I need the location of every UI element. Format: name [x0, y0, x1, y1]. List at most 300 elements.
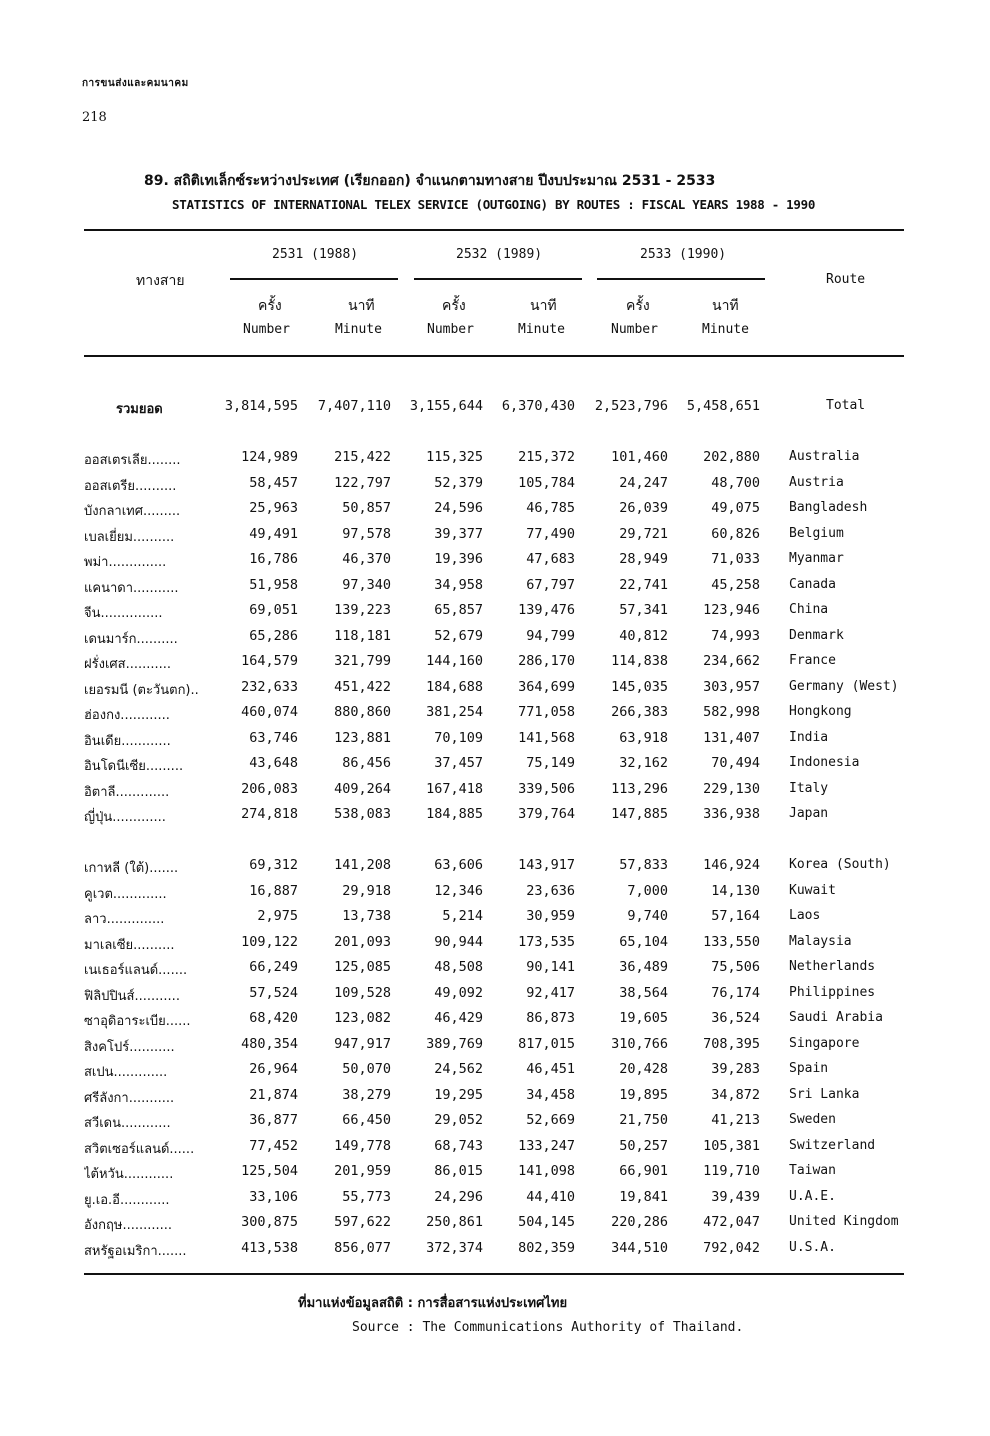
number-value: 372,374 [426, 1239, 483, 1256]
route-name-english: Hongkong [789, 704, 852, 719]
minute-value: 76,174 [711, 984, 760, 1001]
table-row [0, 1189, 990, 1213]
minute-value: 122,797 [334, 474, 391, 491]
number-value: 26,964 [249, 1061, 298, 1077]
route-name-thai: เกาหลี (ใต้)....... [84, 861, 179, 876]
table-row [0, 551, 990, 575]
minute-value: 947,917 [334, 1035, 391, 1052]
minute-header-thai-3: นาที [712, 298, 739, 314]
number-value: 344,510 [611, 1239, 668, 1256]
route-name-english: Saudi Arabia [789, 1010, 883, 1025]
number-value: 480,354 [241, 1035, 298, 1052]
minute-value: 708,395 [703, 1035, 760, 1052]
table-row [0, 934, 990, 958]
minute-value: 131,407 [703, 729, 760, 746]
route-name-thai: ศรีลังกา........... [84, 1090, 175, 1106]
minute-header-english-1: Minute [335, 322, 382, 337]
minute-value: 46,785 [526, 500, 575, 516]
route-name-english: Austria [789, 474, 844, 490]
route-name-thai: ไต้หวัน............ [84, 1167, 174, 1182]
route-name-english: Kuwait [789, 882, 836, 898]
route-name-thai: อินเดีย............ [84, 733, 171, 749]
number-value: 274,818 [241, 806, 298, 822]
route-name-thai: บังกลาเทศ......... [84, 504, 181, 519]
route-name-english: Netherlands [789, 959, 876, 974]
route-name-english: U.S.A. [789, 1239, 836, 1255]
minute-value: 94,799 [526, 627, 575, 644]
route-name-thai: สหรัฐอเมริกา....... [84, 1243, 187, 1259]
route-name-thai: ออสเตรเลีย........ [84, 453, 181, 468]
number-value: 381,254 [426, 704, 483, 720]
table-row [0, 628, 990, 652]
route-name-thai: ซาอุดิอาระเบีย...... [84, 1014, 191, 1029]
number-value: 70,109 [434, 729, 483, 746]
minute-value: 44,410 [526, 1188, 575, 1205]
number-value: 114,838 [611, 653, 668, 669]
route-name-thai: รวมยอด [116, 402, 163, 417]
number-value: 32,162 [619, 755, 668, 771]
route-name-english: Spain [789, 1061, 829, 1076]
minute-value: 71,033 [711, 551, 760, 567]
minute-value: 856,077 [334, 1239, 391, 1256]
number-value: 24,296 [434, 1188, 483, 1205]
route-name-english: Indonesia [789, 755, 860, 770]
number-value: 68,743 [434, 1137, 483, 1154]
table-row [0, 959, 990, 983]
number-value: 40,812 [619, 627, 668, 644]
route-name-thai: ยู.เอ.อี............ [84, 1192, 170, 1208]
route-name-thai: แคนาดา........... [84, 580, 179, 596]
minute-value: 23,636 [526, 882, 575, 899]
number-value: 46,429 [434, 1010, 483, 1026]
number-value: 310,766 [611, 1035, 668, 1052]
table-row [0, 602, 990, 626]
number-value: 19,295 [434, 1086, 483, 1103]
minute-value: 5,458,651 [686, 398, 760, 414]
year-header-1988: 2531 (1988) [272, 247, 359, 262]
route-name-english: Denmark [789, 627, 844, 643]
minute-value: 125,085 [334, 959, 391, 975]
minute-value: 86,873 [526, 1010, 575, 1026]
number-value: 33,106 [249, 1188, 298, 1205]
minute-value: 14,130 [711, 882, 760, 899]
minute-value: 45,258 [711, 576, 760, 593]
route-name-english: Bangladesh [789, 500, 868, 515]
number-value: 20,428 [619, 1061, 668, 1077]
table-row [0, 857, 990, 881]
minute-value: 771,058 [518, 704, 575, 720]
number-value: 113,296 [611, 780, 668, 797]
number-value: 66,901 [619, 1163, 668, 1179]
number-value: 51,958 [249, 576, 298, 593]
number-value: 57,341 [619, 602, 668, 618]
minute-value: 55,773 [342, 1188, 391, 1205]
minute-value: 215,422 [334, 449, 391, 465]
number-value: 37,457 [434, 755, 483, 771]
number-value: 50,257 [619, 1137, 668, 1154]
number-value: 90,944 [434, 933, 483, 950]
minute-value: 50,070 [342, 1061, 391, 1077]
number-value: 109,122 [241, 933, 298, 950]
table-row [0, 526, 990, 550]
number-value: 184,885 [426, 806, 483, 822]
number-value: 24,247 [619, 474, 668, 491]
minute-value: 792,042 [703, 1239, 760, 1256]
table-bottom-rule [84, 1273, 904, 1275]
minute-value: 149,778 [334, 1137, 391, 1154]
minute-value: 75,149 [526, 755, 575, 771]
table-row [0, 704, 990, 728]
minute-value: 139,476 [518, 602, 575, 618]
minute-value: 47,683 [526, 551, 575, 567]
number-header-english-3: Number [611, 322, 658, 337]
page-number: 218 [82, 110, 107, 125]
route-name-thai: อังกฤษ............ [84, 1218, 173, 1233]
minute-value: 90,141 [526, 959, 575, 975]
minute-value: 123,881 [334, 729, 391, 746]
number-value: 29,721 [619, 525, 668, 542]
route-name-thai: เยอรมนี (ตะวันตก).. [84, 682, 199, 698]
number-value: 184,688 [426, 678, 483, 695]
minute-value: 146,924 [703, 857, 760, 873]
minute-value: 70,494 [711, 755, 760, 771]
number-value: 58,457 [249, 474, 298, 491]
minute-value: 201,093 [334, 933, 391, 950]
table-row [0, 730, 990, 754]
route-name-english: Belgium [789, 525, 844, 541]
number-value: 65,286 [249, 627, 298, 644]
number-value: 144,160 [426, 653, 483, 669]
number-value: 206,083 [241, 780, 298, 797]
minute-value: 451,422 [334, 678, 391, 695]
route-name-english: France [789, 653, 836, 668]
number-value: 86,015 [434, 1163, 483, 1179]
number-value: 250,861 [426, 1214, 483, 1230]
number-value: 29,052 [434, 1112, 483, 1128]
minute-value: 97,340 [342, 576, 391, 593]
route-name-english: Malaysia [789, 933, 852, 949]
route-name-thai: ลาว.............. [84, 912, 165, 927]
number-value: 220,286 [611, 1214, 668, 1230]
number-value: 300,875 [241, 1214, 298, 1230]
route-name-english: India [789, 729, 829, 745]
year-header-1990: 2533 (1990) [640, 247, 727, 262]
table-row [0, 1240, 990, 1264]
number-value: 16,786 [249, 551, 298, 567]
route-name-english: Germany (West) [789, 678, 899, 694]
number-value: 57,833 [619, 857, 668, 873]
route-name-thai: สเปน............. [84, 1065, 168, 1080]
minute-value: 582,998 [703, 704, 760, 720]
number-value: 25,963 [249, 500, 298, 516]
minute-value: 105,381 [703, 1137, 760, 1154]
number-value: 68,420 [249, 1010, 298, 1026]
minute-value: 109,528 [334, 984, 391, 1001]
route-name-thai: จีน............... [84, 606, 163, 621]
number-value: 39,377 [434, 525, 483, 542]
number-value: 52,379 [434, 474, 483, 491]
route-name-thai: ฮ่องกง............ [84, 708, 170, 723]
minute-value: 141,208 [334, 857, 391, 873]
minute-value: 409,264 [334, 780, 391, 797]
table-row [0, 1010, 990, 1034]
table-row [0, 1112, 990, 1136]
table-row [0, 755, 990, 779]
year-header-1989: 2532 (1989) [456, 247, 543, 262]
route-header-thai: ทางสาย [136, 273, 185, 289]
minute-value: 597,622 [334, 1214, 391, 1230]
table-row [0, 1061, 990, 1085]
route-name-thai: ญี่ปุ่น............. [84, 810, 166, 825]
number-value: 19,895 [619, 1086, 668, 1103]
route-name-english: Japan [789, 806, 829, 821]
number-value: 19,841 [619, 1188, 668, 1205]
minute-value: 229,130 [703, 780, 760, 797]
minute-value: 38,279 [342, 1086, 391, 1103]
minute-value: 30,959 [526, 908, 575, 924]
minute-value: 504,145 [518, 1214, 575, 1230]
number-value: 5,214 [442, 908, 483, 924]
number-value: 2,523,796 [594, 398, 668, 414]
route-name-english: Canada [789, 576, 836, 592]
number-value: 7,000 [627, 882, 668, 899]
minute-value: 119,710 [703, 1163, 760, 1179]
number-value: 24,562 [434, 1061, 483, 1077]
number-value: 48,508 [434, 959, 483, 975]
number-value: 2,975 [257, 908, 298, 924]
route-name-thai: สิงคโปร์........... [84, 1039, 175, 1055]
number-header-thai-3: ครั้ง [626, 298, 650, 314]
route-name-thai: ฟิลิปปินส์........... [84, 988, 180, 1004]
minute-value: 143,917 [518, 857, 575, 873]
minute-value: 49,075 [711, 500, 760, 516]
minute-value: 7,407,110 [317, 398, 391, 414]
minute-value: 379,764 [518, 806, 575, 822]
minute-value: 234,662 [703, 653, 760, 669]
minute-value: 97,578 [342, 525, 391, 542]
table-top-rule [84, 229, 904, 231]
number-value: 63,746 [249, 729, 298, 746]
number-header-thai-2: ครั้ง [442, 298, 466, 314]
minute-value: 86,456 [342, 755, 391, 771]
route-name-thai: อินโดนีเซีย......... [84, 759, 184, 774]
table-row [0, 449, 990, 473]
minute-value: 39,283 [711, 1061, 760, 1077]
number-value: 24,596 [434, 500, 483, 516]
number-value: 266,383 [611, 704, 668, 720]
minute-value: 123,082 [334, 1010, 391, 1026]
number-value: 34,958 [434, 576, 483, 593]
number-value: 77,452 [249, 1137, 298, 1154]
route-header-english: Route [826, 272, 866, 287]
minute-value: 880,860 [334, 704, 391, 720]
number-value: 43,648 [249, 755, 298, 771]
minute-value: 321,799 [334, 653, 391, 669]
year-underline-1990 [597, 278, 765, 280]
minute-value: 339,506 [518, 780, 575, 797]
minute-value: 6,370,430 [501, 398, 575, 414]
minute-value: 133,247 [518, 1137, 575, 1154]
route-name-english: Philippines [789, 984, 876, 1000]
route-name-thai: ฝรั่งเศส........... [84, 657, 172, 672]
minute-value: 303,957 [703, 678, 760, 695]
table-title-thai: 89. สถิติเทเล็กซ์ระหว่างประเทศ (เรียกออก) จำแนกตามทางสาย ปีงบประมาณ 2531 - 2533 [144, 173, 716, 189]
minute-value: 286,170 [518, 653, 575, 669]
minute-value: 46,451 [526, 1061, 575, 1077]
number-value: 413,538 [241, 1239, 298, 1256]
number-value: 36,877 [249, 1112, 298, 1128]
table-row [0, 1163, 990, 1187]
minute-value: 41,213 [711, 1112, 760, 1128]
number-value: 52,679 [434, 627, 483, 644]
number-value: 3,155,644 [409, 398, 483, 414]
number-value: 69,051 [249, 602, 298, 618]
number-value: 3,814,595 [224, 398, 298, 414]
number-value: 12,346 [434, 882, 483, 899]
number-value: 164,579 [241, 653, 298, 669]
route-name-english: Sweden [789, 1112, 836, 1127]
year-underline-1989 [414, 278, 582, 280]
minute-value: 802,359 [518, 1239, 575, 1256]
source-thai: ที่มาแห่งข้อมูลสถิติ : การสื่อสารแห่งประเทศไทย [298, 1296, 568, 1311]
number-value: 9,740 [627, 908, 668, 924]
table-row [0, 985, 990, 1009]
minute-value: 201,959 [334, 1163, 391, 1179]
minute-value: 34,872 [711, 1086, 760, 1103]
number-value: 125,504 [241, 1163, 298, 1179]
number-value: 65,857 [434, 602, 483, 618]
number-value: 460,074 [241, 704, 298, 720]
header-bottom-rule [84, 355, 904, 357]
route-name-english: Switzerland [789, 1137, 876, 1153]
minute-value: 29,918 [342, 882, 391, 899]
number-value: 115,325 [426, 449, 483, 465]
number-value: 19,605 [619, 1010, 668, 1026]
route-name-english: Taiwan [789, 1163, 836, 1178]
minute-value: 66,450 [342, 1112, 391, 1128]
route-name-thai: เบลเยี่ยม.......... [84, 529, 175, 545]
number-header-thai-1: ครั้ง [258, 298, 282, 314]
minute-header-english-2: Minute [518, 322, 565, 337]
number-value: 57,524 [249, 984, 298, 1001]
number-value: 101,460 [611, 449, 668, 465]
route-name-thai: สวิตเซอร์แลนด์...... [84, 1141, 195, 1157]
minute-value: 472,047 [703, 1214, 760, 1230]
minute-value: 817,015 [518, 1035, 575, 1052]
route-name-english: Myanmar [789, 551, 844, 566]
table-row [0, 883, 990, 907]
table-row [0, 500, 990, 524]
minute-value: 123,946 [703, 602, 760, 618]
minute-value: 48,700 [711, 474, 760, 491]
number-value: 19,396 [434, 551, 483, 567]
minute-value: 34,458 [526, 1086, 575, 1103]
minute-value: 141,098 [518, 1163, 575, 1179]
route-name-thai: คูเวต............. [84, 886, 167, 902]
number-value: 124,989 [241, 449, 298, 465]
route-name-thai: พม่า.............. [84, 555, 167, 570]
number-header-english-2: Number [427, 322, 474, 337]
minute-value: 202,880 [703, 449, 760, 465]
table-row [0, 806, 990, 830]
number-value: 145,035 [611, 678, 668, 695]
route-name-thai: อิตาลี............. [84, 784, 170, 800]
running-head: การขนส่งและคมนาคม [82, 78, 189, 89]
number-value: 232,633 [241, 678, 298, 695]
table-row [0, 1087, 990, 1111]
route-name-english: China [789, 602, 829, 617]
year-underline-1988 [230, 278, 398, 280]
route-name-english: Singapore [789, 1035, 860, 1051]
route-name-english: Total [826, 398, 866, 413]
minute-header-thai-2: นาที [530, 298, 557, 314]
route-name-thai: สวีเดน............ [84, 1116, 171, 1131]
route-name-english: Australia [789, 449, 860, 464]
number-value: 63,606 [434, 857, 483, 873]
number-value: 167,418 [426, 780, 483, 797]
route-name-english: Italy [789, 780, 829, 796]
minute-value: 50,857 [342, 500, 391, 516]
minute-value: 173,535 [518, 933, 575, 950]
total-row [0, 398, 990, 422]
number-value: 65,104 [619, 933, 668, 950]
minute-value: 215,372 [518, 449, 575, 465]
table-row [0, 1036, 990, 1060]
table-row [0, 475, 990, 499]
table-row [0, 679, 990, 703]
table-row [0, 577, 990, 601]
number-value: 63,918 [619, 729, 668, 746]
route-name-thai: มาเลเซีย.......... [84, 937, 175, 953]
number-value: 21,750 [619, 1112, 668, 1128]
route-name-thai: เนเธอร์แลนด์....... [84, 963, 188, 978]
minute-value: 57,164 [711, 908, 760, 924]
minute-value: 74,993 [711, 627, 760, 644]
route-name-english: U.A.E. [789, 1188, 836, 1204]
minute-value: 141,568 [518, 729, 575, 746]
number-value: 38,564 [619, 984, 668, 1001]
route-name-english: Korea (South) [789, 857, 891, 872]
table-row [0, 908, 990, 932]
minute-value: 364,699 [518, 678, 575, 695]
route-name-thai: เดนมาร์ก.......... [84, 631, 178, 647]
minute-value: 105,784 [518, 474, 575, 491]
table-title-english: STATISTICS OF INTERNATIONAL TELEX SERVICE (OUTGOING) BY ROUTES : FISCAL YEARS 1988 - 1990 [172, 197, 816, 212]
minute-value: 67,797 [526, 576, 575, 593]
minute-value: 39,439 [711, 1188, 760, 1205]
number-value: 28,949 [619, 551, 668, 567]
number-value: 26,039 [619, 500, 668, 516]
table-row [0, 653, 990, 677]
minute-value: 538,083 [334, 806, 391, 822]
number-value: 66,249 [249, 959, 298, 975]
number-value: 49,092 [434, 984, 483, 1001]
route-name-english: Laos [789, 908, 821, 923]
number-value: 21,874 [249, 1086, 298, 1103]
minute-value: 36,524 [711, 1010, 760, 1026]
number-value: 69,312 [249, 857, 298, 873]
minute-value: 13,738 [342, 908, 391, 924]
route-name-english: Sri Lanka [789, 1086, 860, 1102]
minute-value: 336,938 [703, 806, 760, 822]
route-name-english: United Kingdom [789, 1214, 899, 1229]
minute-value: 60,826 [711, 525, 760, 542]
number-value: 16,887 [249, 882, 298, 899]
minute-value: 139,223 [334, 602, 391, 618]
table-row [0, 1214, 990, 1238]
number-value: 36,489 [619, 959, 668, 975]
minute-value: 52,669 [526, 1112, 575, 1128]
